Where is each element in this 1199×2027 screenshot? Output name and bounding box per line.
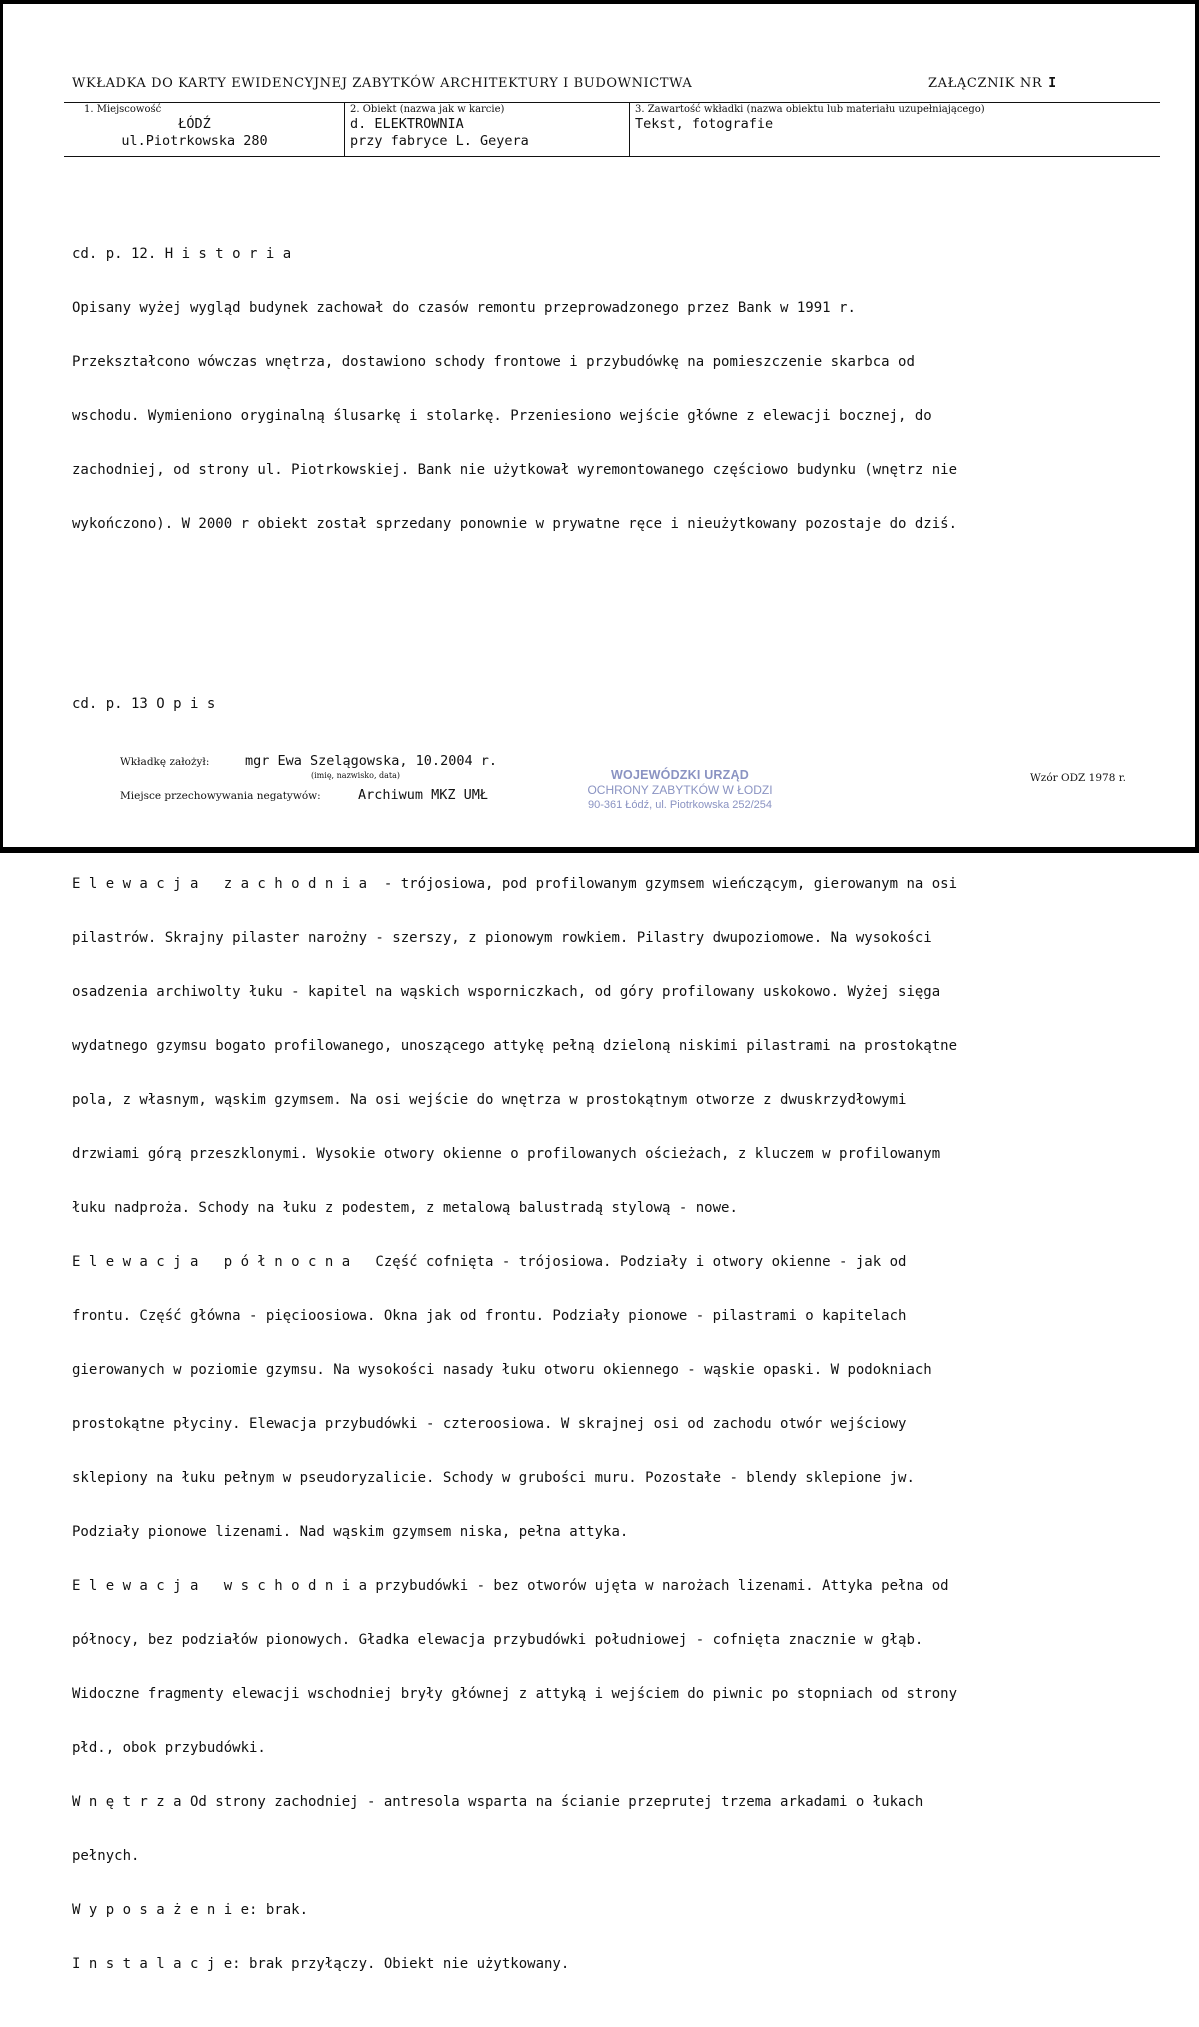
body-line: osadzenia archiwolty łuku - kapitel na wąskich wsporniczkach, od góry profilowany uskokowo. Wyżej sięga [72, 984, 941, 1000]
contents-value: Tekst, fotografie [635, 116, 774, 132]
form-code: Wzór ODZ 1978 r. [1030, 772, 1126, 784]
body-line: E l e w a c j a p ó ł n o c n a Część cofnięta - trójosiowa. Podziały i otwory okienne - jak od [72, 1254, 907, 1270]
stamp-line-3: 90-361 Łódź, ul. Piotrkowska 252/254 [587, 799, 773, 811]
body-line: pola, z własnym, wąskim gzymsem. Na osi wejście do wnętrza w prostokątnym otworze z dwuskrzydłowymi [72, 1092, 907, 1108]
description-section [72, 839, 1160, 2009]
body-line: frontu. Część główna - pięcioosiowa. Okna jak od frontu. Podziały pionowe - pilastrami o kapitelach [72, 1308, 907, 1324]
negatives-label: Miejsce przechowywania negatywów: [120, 790, 321, 802]
scan-border-left [0, 0, 3, 853]
history-section [72, 209, 1160, 569]
body-line: gierowanych w poziomie gzymsu. Na wysokości nasady łuku otworu okiennego - wąskie opaski. W podokniach [72, 1362, 932, 1378]
body-line: cd. p. 12. H i s t o r i a [72, 246, 292, 262]
body-line: sklepiony na łuku pełnym w pseudoryzalicie. Schody w grubości muru. Pozostałe - blendy sklepione jw. [72, 1470, 915, 1486]
locality-label: 1. Miejscowość [84, 104, 162, 115]
body-line: północy, bez podziałów pionowych. Gładka elewacja przybudówki południowej - cofnięta znacznie w głąb. [72, 1632, 924, 1648]
body-line: łuku nadproża. Schody na łuku z podestem, z metalową balustradą stylową - nowe. [72, 1200, 738, 1216]
body-line: Widoczne fragmenty elewacji wschodniej bryły głównej z attyką i wejściem do piwnic po stopniach od strony [72, 1686, 958, 1702]
locality-city: ŁÓDŹ [178, 116, 211, 132]
object-detail: przy fabryce L. Geyera [350, 133, 529, 149]
body-line: W n ę t r z a Od strony zachodniej - antresola wsparta na ścianie przeprutej trzema arkadami o łukach [72, 1794, 924, 1810]
body-line: cd. p. 13 O p i s [72, 696, 216, 712]
body-line: I n s t a l a c j e: brak przyłączy. Obiekt nie użytkowany. [72, 1956, 570, 1972]
scan-border-top [0, 0, 1199, 4]
body-line: pilastrów. Skrajny pilaster narożny - szerszy, z pionowym rowkiem. Pilastry dwupoziomowe. Na wysokości [72, 930, 932, 946]
body-line: E l e w a c j a w s c h o d n i a przybudówki - bez otworów ujęta w narożach lizenami. Attyka pełna od [72, 1578, 949, 1594]
locality-address: ul.Piotrkowska 280 [121, 133, 268, 149]
contents-cell [629, 103, 1160, 156]
object-label: 2. Obiekt (nazwa jak w karcie) [350, 104, 505, 115]
body-line: Opisany wyżej wygląd budynek zachował do czasów remontu przeprowadzonego przez Bank w 1991 r. [72, 300, 856, 316]
prepared-by-hint: (imię, nazwisko, data) [311, 771, 401, 780]
form-title: WKŁADKA DO KARTY EWIDENCYJNEJ ZABYTKÓW ARCHITEKTURY I BUDOWNICTWA [72, 76, 693, 91]
annex-number: I [1048, 76, 1057, 91]
body-line: pełnych. [72, 1848, 140, 1864]
body-line: Przekształcono wówczas wnętrza, dostawiono schody frontowe i przybudówkę na pomieszczenie skarbca od [72, 354, 915, 370]
negatives-value: Archiwum MKZ UMŁ [358, 787, 489, 803]
body-line: wykończono). W 2000 r obiekt został sprzedany ponownie w prywatne ręce i nieużytkowany pozostaje do dziś. [72, 516, 958, 532]
spacer [72, 605, 1160, 623]
metadata-table [64, 102, 1160, 157]
object-cell [344, 103, 629, 156]
body-line: Podziały pionowe lizenami. Nad wąskim gzymsem niska, pełna attyka. [72, 1524, 629, 1540]
body-line: zachodniej, od strony ul. Piotrkowskiej. Bank nie użytkował wyremontowanego częściowo budynku (wnętrz nie [72, 462, 958, 478]
prepared-by-label: Wkładkę założył: [120, 756, 210, 768]
body-line: E l e w a c j a z a c h o d n i a - trójosiowa, pod profilowanym gzymsem wieńczącym, gierowanym na osi [72, 876, 958, 892]
annex-label-text: ZAŁĄCZNIK NR [928, 76, 1043, 91]
body-line: W y p o s a ż e n i e: brak. [72, 1902, 309, 1918]
stamp-line-2: OCHRONY ZABYTKÓW W ŁODZI [587, 783, 773, 797]
annex-label [928, 76, 1057, 91]
body-line: prostokątne płyciny. Elewacja przybudówki - czteroosiowa. W skrajnej osi od zachodu otwór wejściowy [72, 1416, 907, 1432]
body-line: wschodu. Wymieniono oryginalną ślusarkę i stolarkę. Przeniesiono wejście główne z elewacji bocznej, do [72, 408, 932, 424]
stamp-line-1: WOJEWÓDZKI URZĄD [611, 768, 749, 782]
body-line: płd., obok przybudówki. [72, 1740, 266, 1756]
document-body [72, 173, 1160, 2027]
scan-border-right [1195, 0, 1199, 853]
prepared-by-value: mgr Ewa Szelągowska, 10.2004 r. [245, 753, 497, 769]
description-heading-section [72, 659, 1160, 749]
contents-label: 3. Zawartość wkładki (nazwa obiektu lub materiału uzupełniającego) [635, 104, 985, 115]
locality-cell [64, 103, 343, 156]
body-line: wydatnego gzymsu bogato profilowanego, unoszącego attykę pełną dzieloną niskimi pilastrami na prostokątne [72, 1038, 958, 1054]
object-name: d. ELEKTROWNIA [350, 116, 464, 132]
body-line: drzwiami górą przeszklonymi. Wysokie otwory okienne o profilowanych ościeżach, z kluczem w profilowanym [72, 1146, 941, 1162]
office-stamp [580, 768, 780, 813]
